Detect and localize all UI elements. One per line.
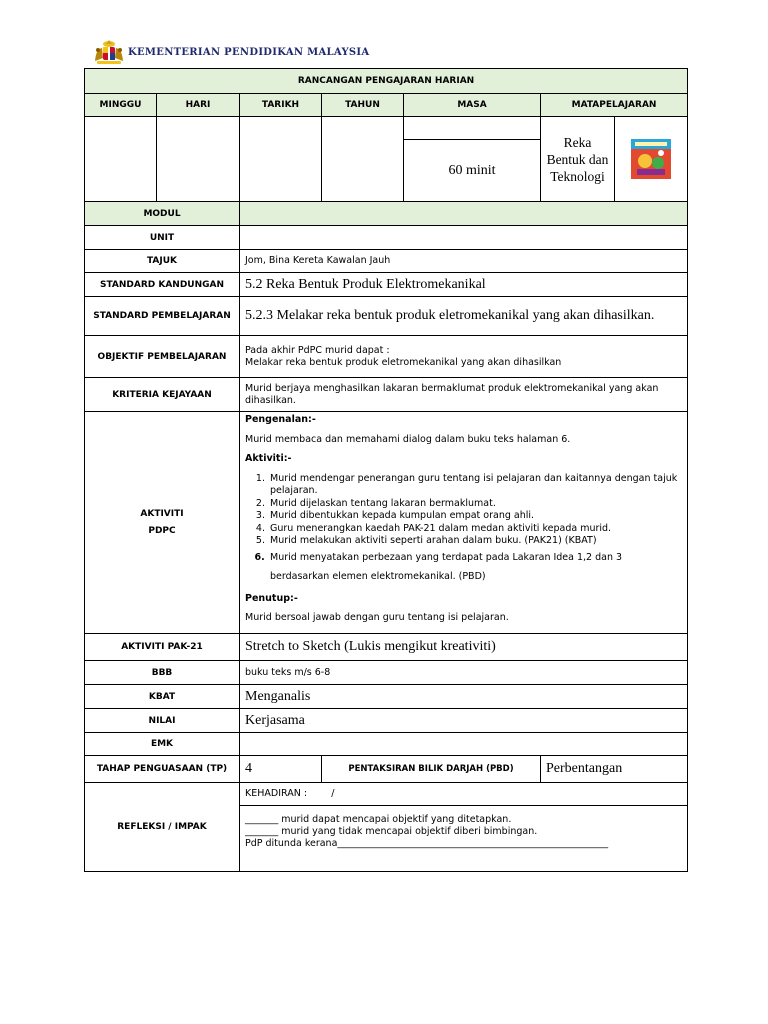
modul-value[interactable] [240, 202, 688, 226]
aktiviti-heading: Aktiviti:- [245, 453, 292, 464]
refleksi-content [240, 806, 688, 872]
tajuk-value: Jom, Bina Kereta Kawalan Jauh [240, 250, 688, 273]
tp-value: 4 [240, 756, 322, 783]
col-tarikh: TARIKH [240, 94, 322, 117]
standard-pembelajaran-label: STANDARD PEMBELAJARAN [85, 297, 240, 336]
nilai-label: NILAI [85, 709, 240, 733]
aktiviti-label-line-2: PDPC [148, 526, 176, 536]
book-cover-cell [615, 117, 688, 202]
modul-label: MODUL [85, 202, 240, 226]
nilai-value: Kerjasama [240, 709, 688, 733]
masa-top-cell[interactable] [404, 117, 541, 140]
tp-label: TAHAP PENGUASAAN (TP) [85, 756, 240, 783]
list-item: 6. Murid menyatakan perbezaan yang terdapat pada Lakaran Idea 1,2 dan 3 berdasarkan elemen elektromekanikal. (PBD) [268, 548, 682, 586]
tajuk-label: TAJUK [85, 250, 240, 273]
unit-label: UNIT [85, 226, 240, 250]
masa-value: 60 minit [404, 140, 541, 202]
ministry-name: KEMENTERIAN PENDIDIKAN MALAYSIA [128, 46, 370, 58]
kriteria-value: Murid berjaya menghasilkan lakaran bermaklumat produk elektromekanikal yang akan dihasilkan. [240, 378, 688, 412]
lesson-plan-table [84, 68, 688, 872]
form-title: RANCANGAN PENGAJARAN HARIAN [85, 69, 688, 94]
col-hari: HARI [157, 94, 240, 117]
objektif-label: OBJEKTIF PEMBELAJARAN [85, 336, 240, 378]
col-tahun: TAHUN [322, 94, 404, 117]
col-masa: MASA [404, 94, 541, 117]
emk-label: EMK [85, 733, 240, 756]
unit-value[interactable] [240, 226, 688, 250]
malaysia-crest-icon [92, 39, 126, 65]
kbat-label: KBAT [85, 685, 240, 709]
penutup-text: Murid bersoal jawab dengan guru tentang isi pelajaran. [245, 612, 509, 623]
refleksi-line-1: _______ murid dapat mencapai objektif yang ditetapkan. [245, 814, 512, 825]
subject-value: Reka Bentuk dan Teknologi [541, 117, 615, 202]
col-minggu: MINGGU [85, 94, 157, 117]
kehadiran-row [240, 783, 688, 806]
pak21-value: Stretch to Sketch (Lukis mengikut kreativiti) [240, 634, 688, 661]
textbook-cover-icon [631, 139, 671, 179]
tarikh-cell[interactable] [240, 117, 322, 202]
list-item: 1. Murid mendengar penerangan guru tentang isi pelajaran dan kaitannya dengan tajuk pelajaran. [268, 473, 682, 498]
col-matapelajaran: MATAPELAJARAN [541, 94, 688, 117]
bbb-value: buku teks m/s 6-8 [240, 661, 688, 685]
emk-value[interactable] [240, 733, 688, 756]
standard-kandungan-value: 5.2 Reka Bentuk Produk Elektromekanikal [240, 273, 688, 297]
list-item: 3. Murid dibentukkan kepada kumpulan empat orang ahli. [268, 510, 682, 523]
pengenalan-text: Murid membaca dan memahami dialog dalam buku teks halaman 6. [245, 433, 571, 445]
aktiviti-label-line-1: AKTIVITI [140, 509, 184, 519]
list-item: 5. Murid melakukan aktiviti seperti arahan dalam buku. (PAK21) (KBAT) [268, 535, 682, 548]
list-item: 4. Guru menerangkan kaedah PAK-21 dalam medan aktiviti kepada murid. [268, 523, 682, 536]
pbd-label: PENTAKSIRAN BILIK DARJAH (PBD) [322, 756, 541, 783]
kehadiran-text: KEHADIRAN : / [245, 788, 335, 799]
kriteria-label: KRITERIA KEJAYAAN [85, 378, 240, 412]
standard-pembelajaran-value: 5.2.3 Melakar reka bentuk produk eletromekanikal yang akan dihasilkan. [240, 297, 688, 336]
pbd-value: Perbentangan [541, 756, 688, 783]
objektif-line-1: Pada akhir PdPC murid dapat : [245, 344, 390, 356]
tahun-cell[interactable] [322, 117, 404, 202]
penutup-heading: Penutup:- [245, 592, 298, 604]
bbb-label: BBB [85, 661, 240, 685]
letterhead [92, 38, 369, 66]
objektif-value [240, 336, 688, 378]
pak21-label: AKTIVITI PAK-21 [85, 634, 240, 661]
refleksi-line-2: _______ murid yang tidak mencapai objektif diberi bimbingan. [245, 826, 538, 837]
refleksi-line-3: PdP ditunda kerana_________________________________________________________ [245, 838, 609, 849]
refleksi-label: REFLEKSI / IMPAK [85, 783, 240, 872]
aktiviti-label [85, 412, 240, 634]
kbat-value: Menganalis [240, 685, 688, 709]
hari-cell[interactable] [157, 117, 240, 202]
objektif-line-2: Melakar reka bentuk produk eletromekanikal yang akan dihasilkan [245, 356, 562, 368]
minggu-cell[interactable] [85, 117, 157, 202]
list-item: 2. Murid dijelaskan tentang lakaran bermaklumat. [268, 498, 682, 511]
standard-kandungan-label: STANDARD KANDUNGAN [85, 273, 240, 297]
aktiviti-content [240, 412, 688, 634]
pengenalan-heading: Pengenalan:- [245, 414, 316, 425]
aktiviti-list [245, 473, 682, 586]
